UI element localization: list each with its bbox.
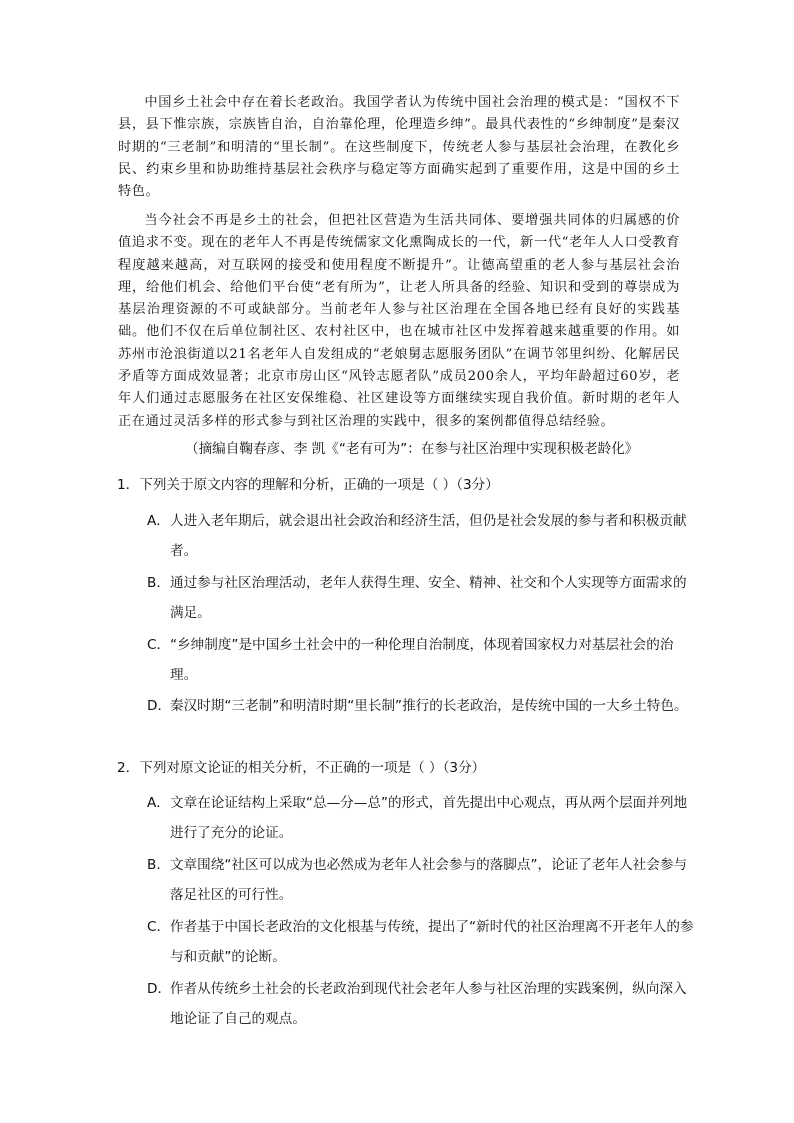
passage-paragraph-2: 当今社会不再是乡土的社会，但把社区营造为生活共同体、要增强共同体的归属感的价值追求不变。现在的老年人不再是传统儒家文化熏陶成长的一代，新一代“老年人人口受教育程度越来越高，对互联网的接受和使用程度不断提升”。让德高望重的老人参与基层社会治理，给他们机会、给他们平台使“老有所为”，让老人所具备的经验、知识和受到的尊崇成为基层治理资源的不可或缺部分。当前老年人参与社区治理在全国各地已经有良好的实践基础。他们不仅在后单位制社区、农村社区中，也在城市社区中发挥着越来越重要的作用。如苏州市沧浪街道以21名老年人自发组成的“老娘舅志愿服务团队”在调节邻里纠纷、化解居民矛盾等方面成效显著；北京市房山区“风铃志愿者队”成员200余人，平均年龄超过60岁，老年人们通过志愿服务在社区安保维稳、社区建设等方面继续实现自我价值。新时期的老年人正在通过灵活多样的形式参与到社区治理的实践中，很多的案例都值得总结经验。: [118, 213, 680, 429]
option-letter: C．: [147, 919, 171, 935]
option-letter: D．: [147, 981, 172, 997]
option-text: 文章围绕“社区可以成为也必然成为老年人社会参与的落脚点”，论证了老年人社会参与落足社区的可行性。: [170, 857, 688, 903]
option-text: 人进入老年期后，就会退出社会政治和经济生活，但仍是社会发展的参与者和积极贡献者。: [170, 513, 687, 559]
option-letter: D．: [147, 698, 172, 714]
option-text: 文章在论证结构上采取“总—分—总”的形式，首先提出中心观点，再从两个层面并列地进行了充分的论证。: [170, 795, 688, 841]
option-letter: A．: [147, 513, 170, 529]
option-text: 作者从传统乡土社会的长老政治到现代社会老年人参与社区治理的实践案例，纵向深入地论证了自己的观点。: [170, 981, 687, 1027]
question-2-option-a[interactable]: [147, 789, 700, 848]
option-text: “乡绅制度”是中国乡土社会中的一种伦理自治制度，体现着国家权力对基层社会的治理。: [170, 637, 674, 683]
question-1-stem: [117, 474, 697, 496]
question-1-option-c[interactable]: [147, 631, 700, 690]
option-text: 作者基于中国长老政治的文化根基与传统，提出了“新时代的社区治理离不开老年人的参与和贡献”的论断。: [170, 919, 694, 965]
question-1-option-b[interactable]: [147, 569, 700, 628]
option-text: 秦汉时期“三老制”和明清时期“里长制”推行的长老政治，是传统中国的一大乡土特色。: [170, 698, 688, 714]
question-2-option-b[interactable]: [147, 851, 700, 910]
option-letter: B．: [147, 857, 170, 873]
option-letter: C．: [147, 637, 171, 653]
question-2-option-c[interactable]: [147, 913, 700, 972]
question-number: 2．: [117, 760, 140, 776]
question-1-option-a[interactable]: [147, 507, 700, 566]
question-text: 下列对原文论证的相关分析，不正确的一项是（ ）（3分）: [139, 760, 486, 776]
question-2-option-d[interactable]: [147, 975, 700, 1034]
question-1-option-d[interactable]: [147, 692, 700, 722]
question-text: 下列关于原文内容的理解和分析，正确的一项是（ ）（3分）: [139, 477, 499, 493]
option-letter: B．: [147, 575, 170, 591]
question-number: 1．: [117, 477, 140, 493]
option-text: 通过参与社区治理活动，老年人获得生理、安全、精神、社交和个人实现等方面需求的满足。: [170, 575, 687, 621]
source-citation: （摘编自鞠春彦、李 凯《“老有可为”：在参与社区治理中实现积极老龄化》: [185, 441, 639, 457]
question-2-stem: [117, 757, 697, 779]
passage-paragraph-1: 中国乡土社会中存在着长老政治。我国学者认为传统中国社会治理的模式是：“国权不下县，县下惟宗族，宗族皆自治，自治靠伦理，伦理造乡绅”。最具代表性的“乡绅制度”是秦汉时期的“三老制”和明清的“里长制”。在这些制度下，传统老人参与基层社会治理，在教化乡民、约束乡里和协助维持基层社会秩序与稳定等方面确实起到了重要作用，这是中国的乡土特色。: [118, 95, 680, 200]
option-letter: A．: [147, 795, 170, 811]
